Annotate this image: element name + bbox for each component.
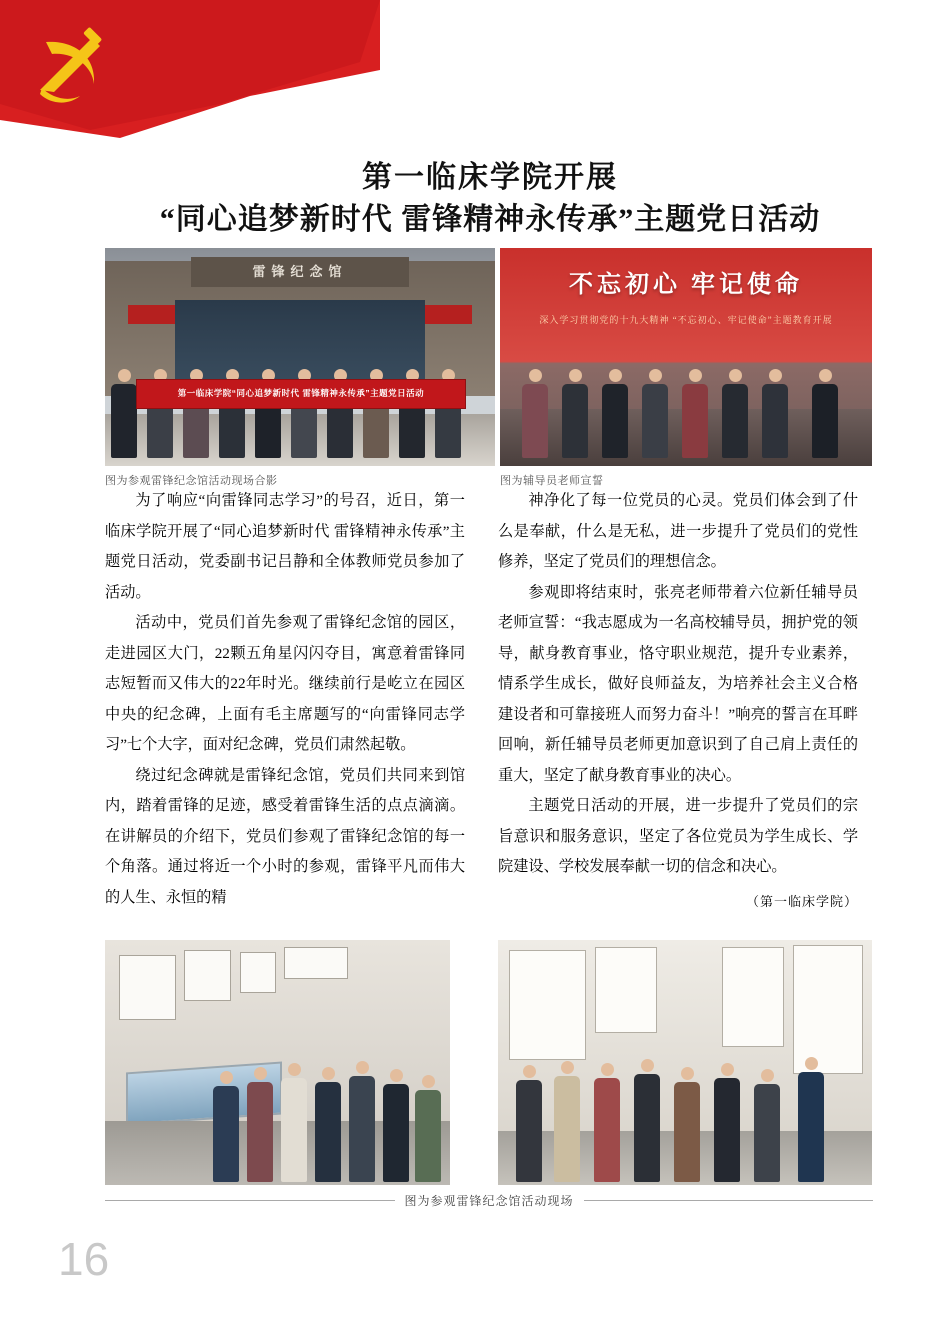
caption-rule-right <box>584 1200 874 1201</box>
paragraph: 为了响应“向雷锋同志学习”的号召，近日，第一临床学院开展了“同心追梦新时代 雷锋精神永传承”主题党日活动，党委副书记吕静和全体教师党员参加了活动。 <box>105 492 465 601</box>
bottom-photo-caption <box>105 1192 873 1209</box>
body-column-left <box>105 486 465 913</box>
exhibit-panel <box>722 947 784 1047</box>
photo-oath-ceremony <box>500 248 872 466</box>
caption-oath: 图为辅导员老师宣誓 <box>500 475 604 487</box>
caption-museum-group: 图为参观雷锋纪念馆活动现场合影 <box>105 475 278 487</box>
exhibit-frame <box>184 950 231 1001</box>
title-line-1: 第一临床学院开展 <box>362 161 618 194</box>
exhibit-panel <box>595 947 657 1032</box>
caption-text: 图为参观雷锋纪念馆活动现场 <box>404 1194 574 1208</box>
oath-subslogan-text: 深入学习贯彻党的十九大精神 “不忘初心、牢记使命”主题教育开展 <box>539 315 833 326</box>
exhibit-frame <box>119 955 176 1021</box>
photo-exhibit-left <box>105 940 450 1185</box>
exhibit-frame <box>240 952 277 993</box>
hammer-sickle-emblem <box>22 18 118 114</box>
photo-people-row-left <box>105 1043 450 1185</box>
museum-sign-text: 雷锋纪念馆 <box>191 257 409 288</box>
event-banner-text: 第一临床学院“同心追梦新时代 雷锋精神永传承”主题党日活动 <box>136 379 466 409</box>
photo-museum-group <box>105 248 495 466</box>
page-title <box>105 158 875 242</box>
photo-people-row-oath <box>500 340 872 466</box>
photo-exhibit-right <box>498 940 872 1185</box>
paragraph: 参观即将结束时，张亮老师带着六位新任辅导员老师宣誓：“我志愿成为一名高校辅导员，拥护党的领导，献身教育事业，恪守职业规范，提升专业素养，情系学生成长，做好良师益友，为培养社会主义合格建设者和可靠接班人而努力奋斗！”响亮的誓言在耳畔回响，新任辅导员老师更加意识到了自己肩上责任的重大，坚定了献身教育事业的决心。 <box>498 583 858 784</box>
exhibit-frame <box>284 947 348 978</box>
paragraph: 神净化了每一位党员的心灵。党员们体会到了什么是奉献，什么是无私，进一步提升了党员们的党性修养，坚定了党员们的理想信念。 <box>498 492 858 570</box>
paragraph: 主题党日活动的开展，进一步提升了党员们的宗旨意识和服务意识，坚定了各位党员为学生成长、学院建设、学校发展奉献一切的信念和决心。 <box>498 797 858 875</box>
page-number: 16 <box>58 1233 110 1285</box>
caption-rule-left <box>105 1200 395 1201</box>
title-line-2: “同心追梦新时代 雷锋精神永传承”主题党日活动 <box>159 203 821 236</box>
paragraph: 绕过纪念碑就是雷锋纪念馆，党员们共同来到馆内，踏着雷锋的足迹，感受着雷锋生活的点点滴滴。在讲解员的介绍下，党员们参观了雷锋纪念馆的每一个角落。通过将近一个小时的参观，雷锋平凡而伟大的人生、永恒的精 <box>105 766 465 906</box>
body-column-right <box>498 486 858 917</box>
article-signature: （第一临床学院） <box>745 893 858 909</box>
paragraph: 活动中，党员们首先参观了雷锋纪念馆的园区，走进园区大门，22颗五角星闪闪夺目，寓意着雷锋同志短暂而又伟大的22年时光。继续前行是屹立在园区中央的纪念碑，上面有毛主席题写的“向雷锋同志学习”七个大字，面对纪念碑，党员们肃然起敬。 <box>105 614 465 753</box>
oath-slogan-text: 不忘初心 牢记使命 <box>568 272 803 299</box>
photo-people-row-right <box>498 1043 872 1185</box>
red-flag-banner <box>0 0 380 148</box>
